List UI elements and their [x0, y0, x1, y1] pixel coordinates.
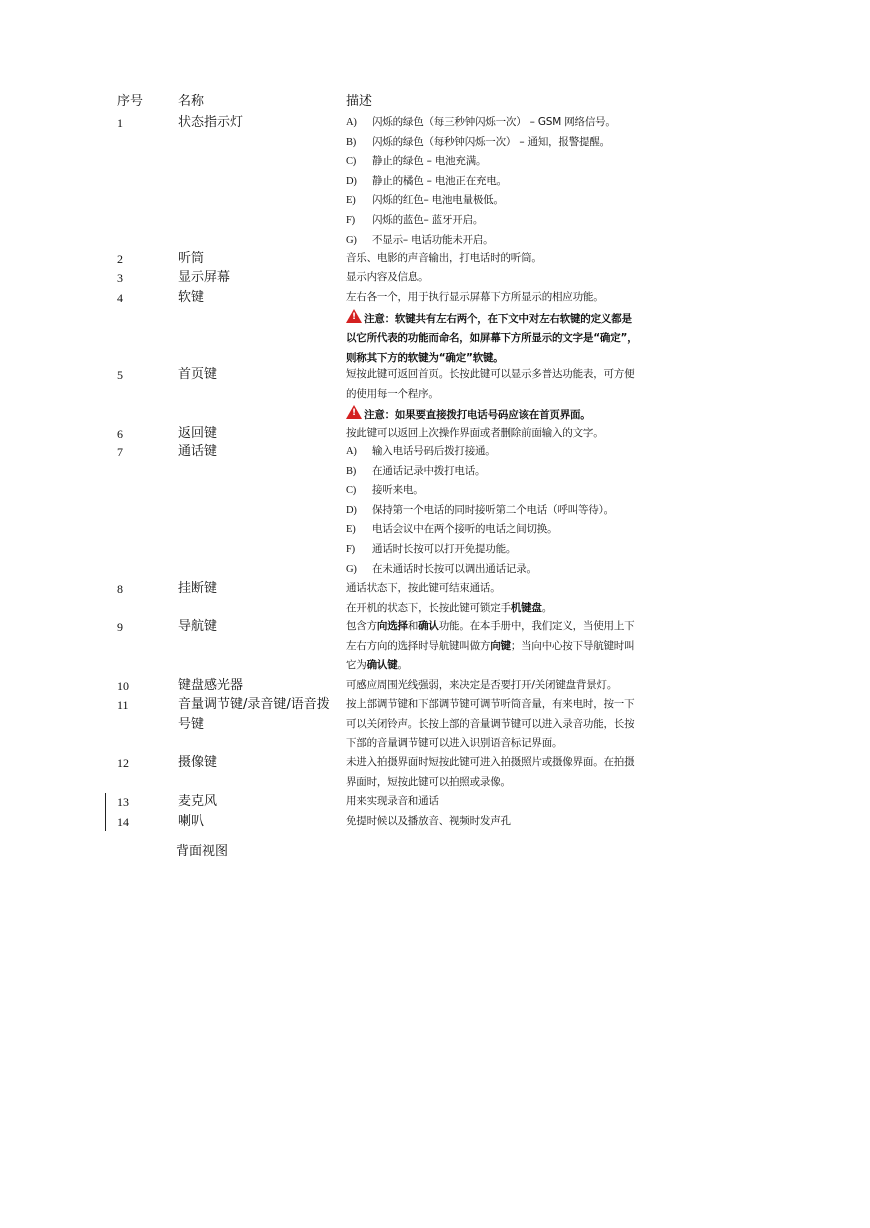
- desc-text: 通话状态下，按此键可结束通话。: [346, 582, 501, 594]
- row-num: 4: [117, 291, 123, 305]
- note-block: [346, 404, 638, 426]
- row-num: 13: [117, 795, 129, 809]
- row-num: 8: [117, 582, 123, 596]
- row-desc: [346, 579, 638, 618]
- section-caption: 背面视图: [176, 844, 229, 859]
- list-item: G) 不显示– 电话功能未开启。: [346, 233, 494, 246]
- row-name: 返回键: [178, 426, 218, 441]
- list-item: E) 闪烁的红色– 电池电量极低。: [346, 194, 504, 207]
- desc-text: 左右各一个，用于执行显示屏幕下方所显示的相应功能。: [346, 291, 604, 303]
- note-text: 注意：软键共有左右两个，在下文中对左右软键的定义都是以它所代表的功能而命名，如屏幕下方所显示的文字是“确定”，则称其下方的软键为“确定”软键。: [346, 312, 638, 364]
- row-desc: [346, 442, 638, 579]
- row-name: 麦克风: [178, 794, 218, 809]
- row-num: 1: [117, 116, 123, 130]
- list-item: F) 通话时长按可以打开免提功能。: [346, 542, 517, 555]
- row-name: 显示屏幕: [178, 270, 231, 285]
- list-item: A) 闪烁的绿色（每三秒钟闪烁一次） – GSM 网络信号。: [346, 116, 616, 128]
- row-num: 7: [117, 445, 123, 459]
- row-num: 14: [117, 815, 129, 829]
- row-num: 3: [117, 271, 123, 285]
- row-desc: 可感应周围光线强弱，来决定是否要打开/关闭键盘背景灯。: [346, 679, 618, 691]
- row-num: 11: [117, 698, 129, 712]
- row-desc: [346, 288, 638, 368]
- list-item: A) 输入电话号码后拨打接通。: [346, 445, 496, 457]
- list-item: C) 静止的绿色 – 电池充满。: [346, 155, 487, 168]
- warning-icon: [346, 309, 362, 323]
- row-name: 首页键: [178, 367, 218, 382]
- header-name: 名称: [178, 94, 205, 109]
- header-num: 序号: [117, 94, 144, 109]
- row-name: 导航键: [178, 619, 218, 634]
- row-num: 5: [117, 368, 123, 382]
- row-name: 状态指示灯: [178, 115, 244, 130]
- row-desc: [346, 113, 638, 250]
- note-block: [346, 308, 638, 369]
- list-item: D) 保持第一个电话的同时接听第二个电话（呼叫等待）。: [346, 503, 614, 516]
- row-desc: 按此键可以返回上次操作界面或者删除前面输入的文字。: [346, 427, 604, 439]
- row-num: 6: [117, 427, 123, 441]
- list-item: E) 电话会议中在两个接听的电话之间切换。: [346, 523, 558, 536]
- row-name: 挂断键: [178, 581, 218, 596]
- row-desc: 未进入拍摄界面时短按此键可进入拍摄照片或摄像界面。在拍摄界面时，短按此键可以拍照或录像。: [346, 756, 635, 788]
- row-desc: 用来实现录音和通话: [346, 795, 439, 807]
- row-num: 9: [117, 620, 123, 634]
- row-name: 摄像键: [178, 755, 218, 770]
- row-desc: 包含方向选择和确认功能。在本手册中，我们定义，当使用上下左右方向的选择时导航键叫做方向键；当向中心按下导航键时叫它为确认键。: [346, 620, 635, 672]
- row-num: 2: [117, 252, 123, 266]
- row-desc: 音乐、电影的声音输出，打电话时的听筒。: [346, 252, 542, 264]
- list-item: F) 闪烁的蓝色– 蓝牙开启。: [346, 213, 484, 226]
- row-name: 音量调节键/录音键/语音拨号键: [178, 697, 330, 732]
- row-name: 喇叭: [178, 814, 205, 829]
- row-name: 键盘感光器: [178, 678, 244, 693]
- row-num: 10: [117, 679, 129, 693]
- row-desc: [346, 365, 638, 426]
- list-item: B) 闪烁的绿色（每秒钟闪烁一次） – 通知，报警提醒。: [346, 135, 610, 148]
- change-bar: [105, 793, 106, 831]
- row-desc: 免提时候以及播放音、视频时发声孔: [346, 815, 511, 827]
- row-name: 听筒: [178, 251, 205, 266]
- warning-icon: [346, 405, 362, 419]
- note-text: 注意：如果要直接拨打电话号码应该在首页界面。: [364, 409, 591, 422]
- desc-text: 短按此键可返回首页。长按此键可以显示多普达功能表，可方便的使用每一个程序。: [346, 368, 635, 400]
- desc-text: 在开机的状态下，长按此键可锁定手机键盘。: [346, 601, 553, 614]
- header-desc: 描述: [346, 94, 373, 109]
- row-desc: 按上部调节键和下部调节键可调节听筒音量，有来电时，按一下可以关闭铃声。长按上部的音量调节键可以进入录音功能，长按下部的音量调节键可以进入识别语音标记界面。: [346, 698, 635, 750]
- list-item: G) 在未通话时长按可以调出通话记录。: [346, 562, 537, 575]
- row-name: 通话键: [178, 444, 218, 459]
- list-item: C) 接听来电。: [346, 484, 424, 497]
- row-num: 12: [117, 756, 129, 770]
- row-desc: 显示内容及信息。: [346, 271, 429, 283]
- row-name: 软键: [178, 290, 205, 305]
- list-item: D) 静止的橘色 – 电池正在充电。: [346, 174, 507, 187]
- list-item: B) 在通话记录中拨打电话。: [346, 464, 486, 477]
